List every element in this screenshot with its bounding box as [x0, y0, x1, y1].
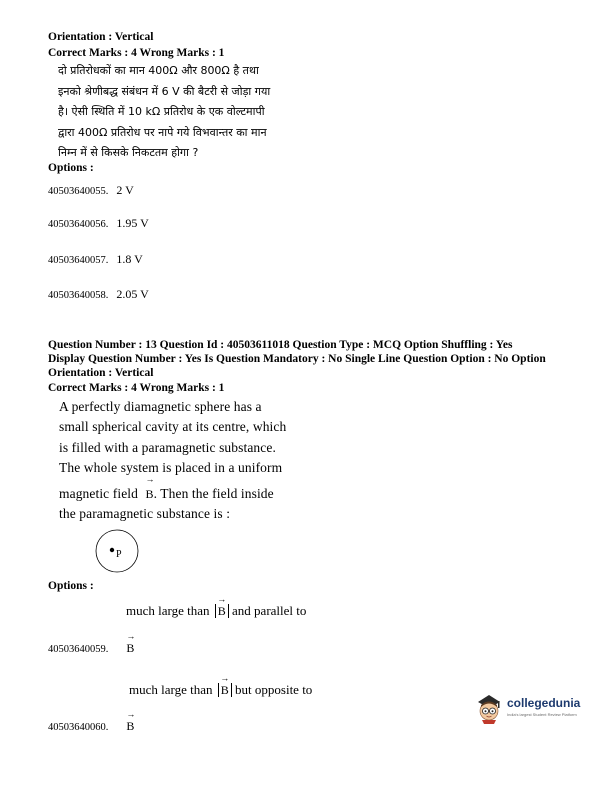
q13-field-line — [59, 474, 274, 504]
option-text-prefix: much large than — [129, 682, 213, 697]
vector-arrow-icon: → — [220, 673, 230, 683]
option-id: 40503640056. — [48, 219, 109, 230]
vector-b-magnitude: → B — [215, 604, 229, 619]
q13-text-line: is filled with a paramagnetic substance. — [59, 439, 276, 455]
q13-text-line: small spherical cavity at its centre, which — [59, 419, 287, 435]
option-id: 40503640058. — [48, 290, 109, 301]
mascot-icon — [472, 690, 506, 724]
q13-option-60[interactable] — [48, 709, 136, 735]
option-id: 40503640055. — [48, 186, 109, 197]
q13-options-label: Options : — [48, 580, 94, 592]
option-id: 40503640057. — [48, 255, 109, 266]
logo-name: collegedunia — [507, 696, 581, 710]
q13-text-line: The whole system is placed in a uniform — [59, 460, 283, 476]
vector-b-symbol: → B — [145, 474, 155, 501]
vector-b-magnitude: → B — [218, 683, 232, 698]
point-label-p: P — [116, 549, 122, 560]
option-text-prefix: much large than — [126, 603, 210, 618]
option-text-suffix: but opposite to — [235, 682, 313, 697]
q13-marks: Correct Marks : 4 Wrong Marks : 1 — [48, 382, 225, 394]
q12-orientation: Orientation : Vertical — [48, 31, 154, 43]
q12-text-line: दो प्रतिरोधकों का मान 400Ω और 800Ω है तथा — [58, 64, 259, 77]
logo-tagline: India's largest Student Review Platform — [507, 712, 577, 717]
q13-last-line: the paramagnetic substance is : — [59, 506, 231, 521]
q12-text-line: है। ऐसी स्थिति में 10 kΩ प्रतिरोध के एक वोल्टमापी — [58, 105, 265, 118]
q12-text-line: निम्न में से किसके निकटतम होगा ? — [58, 146, 199, 159]
option-id: 40503640060. — [48, 722, 109, 733]
option-id: 40503640059. — [48, 644, 109, 655]
option-value: 2 V — [116, 183, 134, 197]
option-text-suffix: and parallel to — [232, 603, 307, 618]
q12-option[interactable] — [48, 285, 149, 303]
q12-text-line: इनको श्रेणीबद्ध संबंधन में 6 V की बैटरी से जोड़ा गया — [58, 84, 271, 98]
vector-arrow-icon: → — [126, 709, 136, 719]
collegedunia-logo[interactable] — [472, 690, 594, 724]
q13-question-text — [59, 397, 286, 479]
q12-options-label: Options : — [48, 162, 94, 174]
q13-option-60-text[interactable] — [129, 673, 313, 698]
cavity-figure — [94, 528, 140, 574]
option-value: 1.8 V — [116, 252, 143, 266]
q13-option-59[interactable] — [48, 631, 136, 657]
q13-orientation: Orientation : Vertical — [48, 367, 154, 379]
q13-text-line: A perfectly diamagnetic sphere has a — [59, 399, 262, 414]
q13-header-line-1: Question Number : 13 Question Id : 40503611018 Question Type : MCQ Option Shuffling : Yes — [48, 339, 513, 351]
q12-marks: Correct Marks : 4 Wrong Marks : 1 — [48, 47, 225, 59]
field-line-suffix: . Then the field inside — [153, 486, 274, 501]
q13-option-59-text[interactable] — [126, 594, 307, 619]
q12-question-text — [58, 61, 270, 164]
q12-option[interactable] — [48, 181, 134, 199]
q12-option[interactable] — [48, 214, 149, 232]
q13-header-line-2: Display Question Number : Yes Is Question Mandatory : No Single Line Question Option : No Option — [48, 353, 546, 365]
q12-option[interactable] — [48, 250, 143, 268]
vector-arrow-icon: → — [126, 631, 136, 641]
q12-text-line: द्वारा 400Ω प्रतिरोध पर नापे गये विभवान्तर का मान — [58, 125, 267, 139]
field-line-prefix: magnetic field — [59, 486, 138, 501]
vector-arrow-icon: → — [145, 474, 155, 484]
vector-b-symbol: → B — [126, 631, 136, 655]
vector-b-symbol: → B — [126, 709, 136, 733]
option-value: 2.05 V — [116, 287, 149, 301]
cavity-point — [110, 548, 114, 552]
option-value: 1.95 V — [116, 216, 149, 230]
vector-arrow-icon: → — [217, 594, 227, 604]
